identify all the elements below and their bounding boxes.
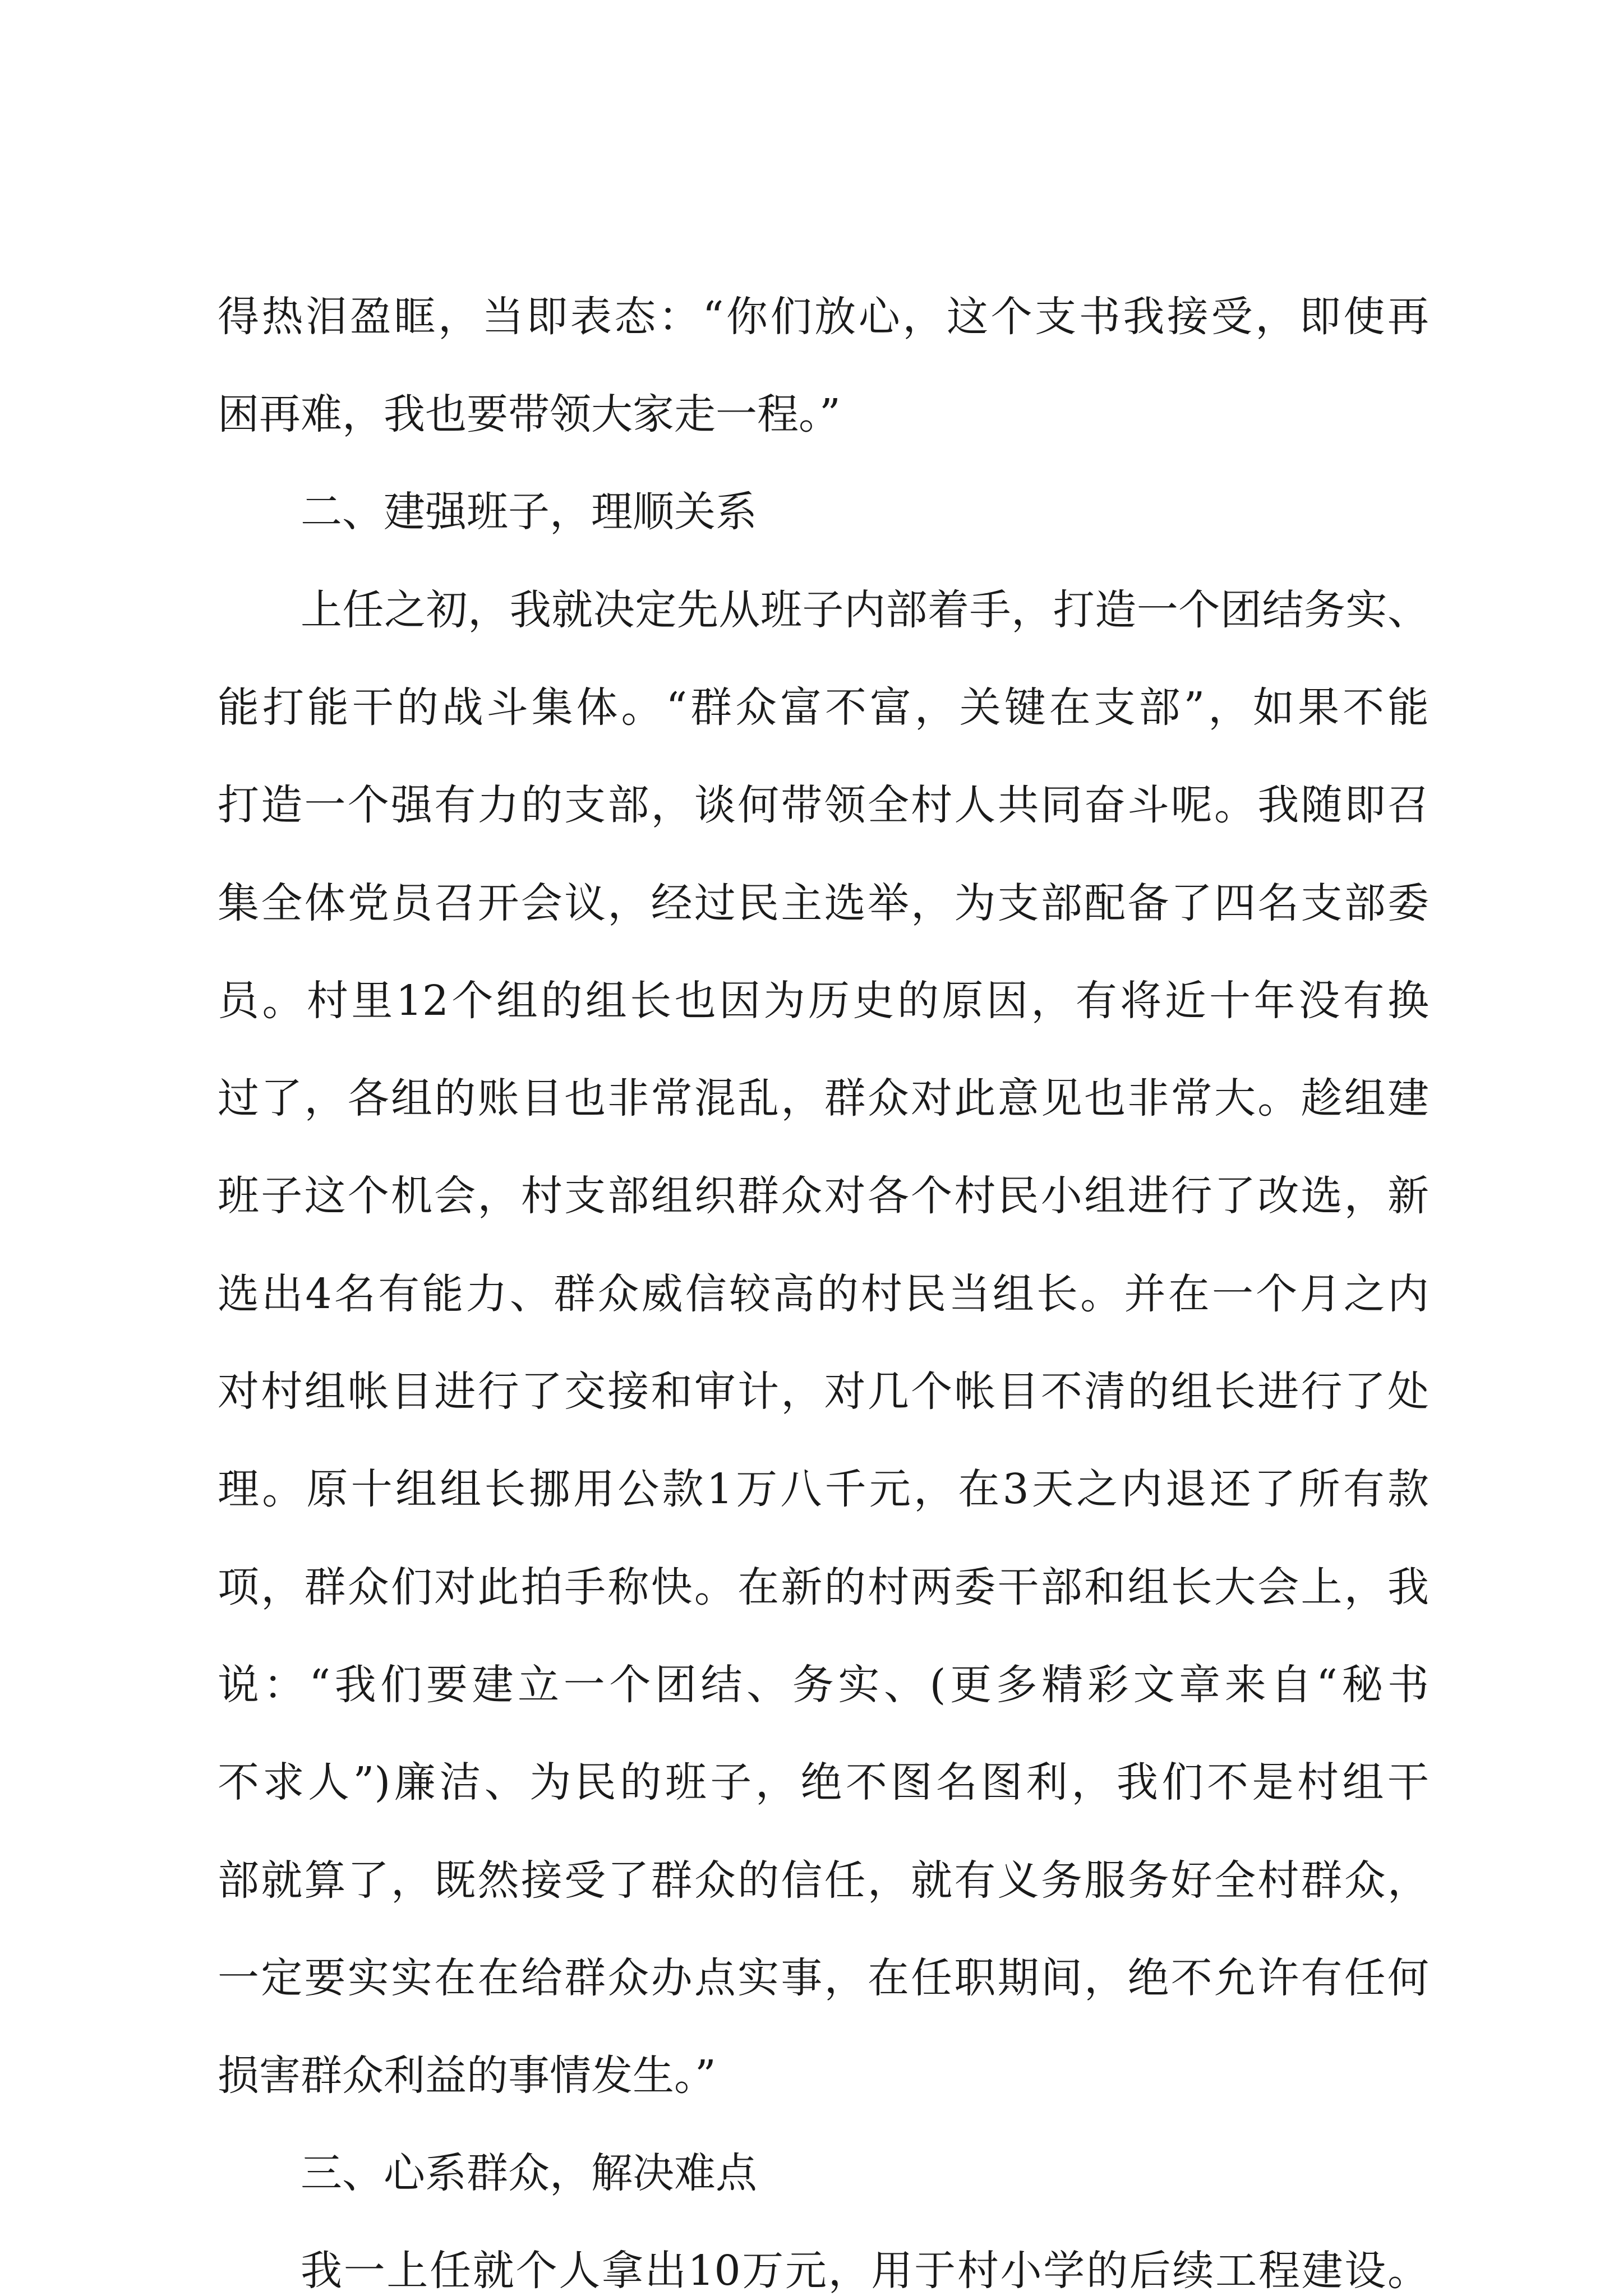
- text-line: 能打能干的战斗集体。“群众富不富，关键在支部”，如果不能: [218, 683, 1429, 732]
- text-line: 说：“我们要建立一个团结、务实、(更多精彩文章来自“秘书: [218, 1661, 1429, 1709]
- text-line: 对村组帐目进行了交接和审计，对几个帐目不清的组长进行了处: [218, 1368, 1429, 1416]
- text-line: 不求人”)廉洁、为民的班子，绝不图名图利，我们不是村组干: [218, 1758, 1429, 1807]
- text-line: 损害群众利益的事情发生。”: [218, 2052, 716, 2100]
- text-line: 集全体党员召开会议，经过民主选举，为支部配备了四名支部委: [218, 879, 1429, 927]
- text-line: 打造一个强有力的支部，谈何带领全村人共同奋斗呢。我随即召: [218, 781, 1429, 829]
- text-line: 上任之初，我就决定先从班子内部着手，打造一个团结务实、: [301, 586, 1429, 634]
- text-line: 一定要实实在在给群众办点实事，在任职期间，绝不允许有任何: [218, 1954, 1429, 2002]
- section-heading: 二、建强班子，理顺关系: [301, 488, 757, 536]
- text-line: 困再难，我也要带领大家走一程。”: [218, 390, 841, 438]
- text-line: 理。原十组组长挪用公款1万八千元，在3天之内退还了所有款: [218, 1465, 1429, 1513]
- text-line: 项，群众们对此拍手称快。在新的村两委干部和组长大会上，我: [218, 1563, 1429, 1611]
- text-line: 选出4名有能力、群众威信较高的村民当组长。并在一个月之内: [218, 1270, 1429, 1318]
- text-line: 得热泪盈眶，当即表态：“你们放心，这个支书我接受，即使再: [218, 293, 1429, 341]
- text-line: 员。村里12个组的组长也因为历史的原因，有将近十年没有换: [218, 977, 1429, 1025]
- text-line: 部就算了，既然接受了群众的信任，就有义务服务好全村群众，: [218, 1856, 1429, 1905]
- text-line: 班子这个机会，村支部组织群众对各个村民小组进行了改选，新: [218, 1172, 1429, 1220]
- text-line: 过了，各组的账目也非常混乱，群众对此意见也非常大。趁组建: [218, 1074, 1429, 1122]
- section-heading: 三、心系群众，解决难点: [301, 2149, 757, 2197]
- text-line: 我一上任就个人拿出10万元，用于村小学的后续工程建设。: [301, 2247, 1429, 2295]
